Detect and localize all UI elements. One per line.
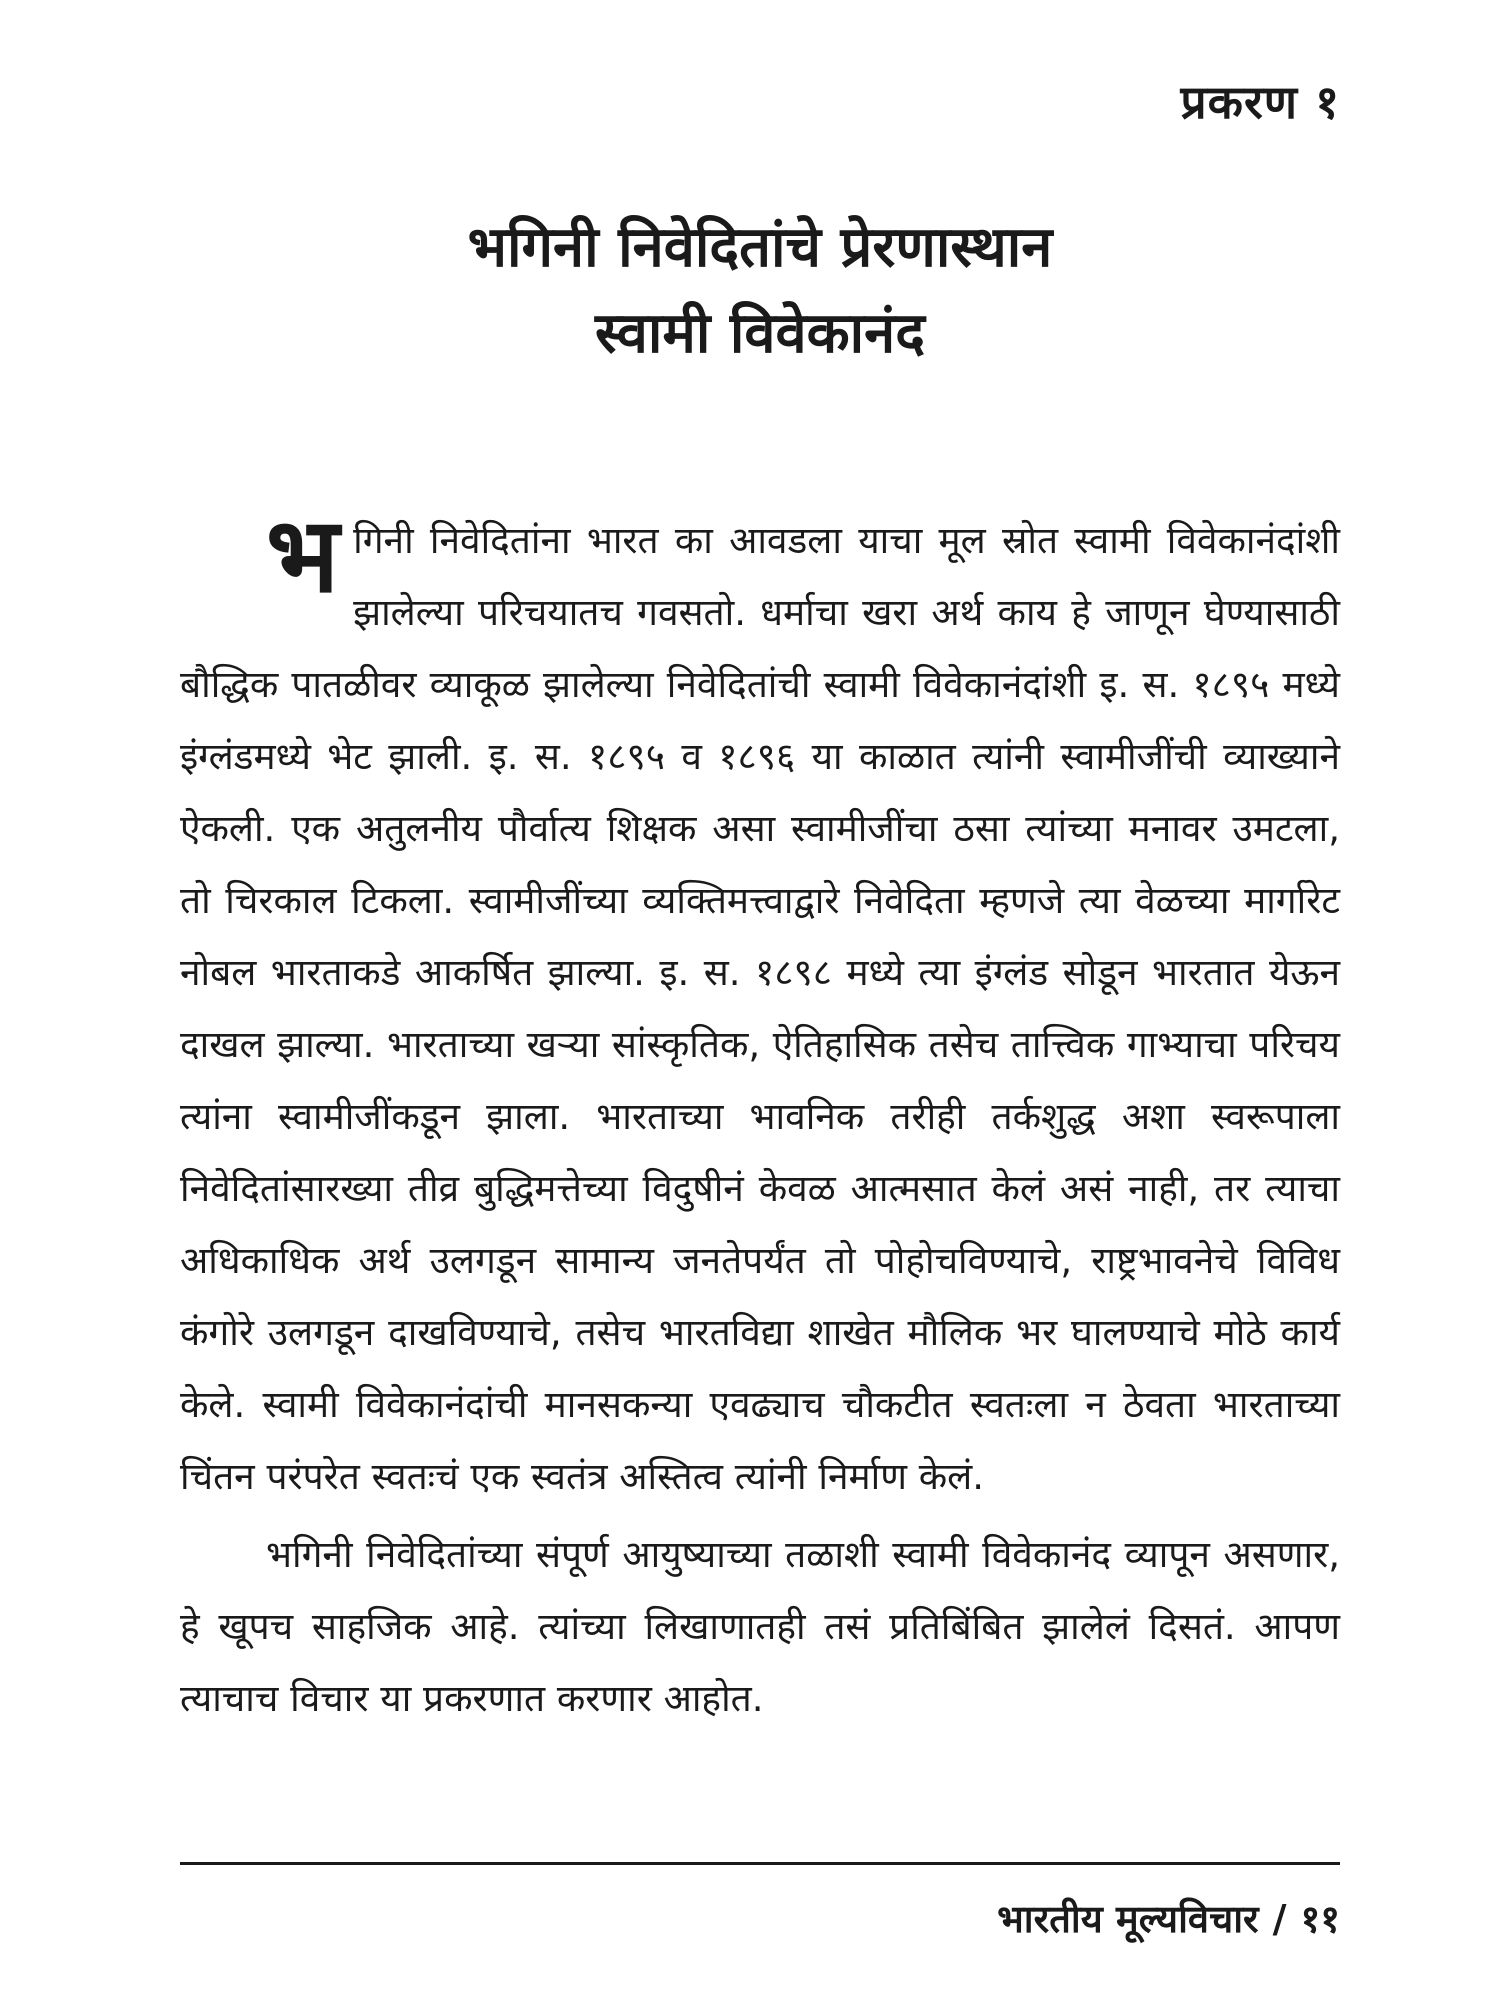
page-footer: [997, 1892, 1340, 1944]
drop-cap: भ: [266, 494, 340, 616]
chapter-title: [180, 205, 1340, 377]
footer-separator: /: [1272, 1897, 1287, 1941]
paragraph-1: [180, 494, 1340, 1513]
chapter-title-line-2: स्वामी विवेकानंद: [594, 301, 926, 366]
footer-divider: [180, 1862, 1340, 1865]
body-text: [180, 494, 1340, 1735]
footer-book-title: भारतीय मूल्यविचार: [997, 1897, 1259, 1941]
paragraph-1-text: गिनी निवेदितांना भारत का आवडला याचा मूल स्रोत स्वामी विवेकानंदांशी झालेल्या परिचयातच गवसतो. धर्माचा खरा अर्थ काय हे जाणून घेण्यासाठी बौद्धिक पातळीवर व्याकूळ झालेल्या निवेदितांची स्वामी विवेकानंदांशी इ. स. १८९५ मध्ये इंग्लंडमध्ये भेट झाली. इ. स. १८९५ व १८९६ या काळात त्यांनी स्वामीजींची व्याख्याने ऐकली. एक अतुलनीय पौर्वात्य शिक्षक असा स्वामीजींचा ठसा त्यांच्या मनावर उमटला, तो चिरकाल टिकला. स्वामीजींच्या व्यक्तिमत्त्वाद्वारे निवेदिता म्हणजे त्या वेळच्या मार्गारेट नोबल भारताकडे आकर्षित झाल्या. इ. स. १८९८ मध्ये त्या इंग्लंड सोडून भारतात येऊन दाखल झाल्या. भारताच्या खऱ्या सांस्कृतिक, ऐतिहासिक तसेच तात्त्विक गाभ्याचा परिचय त्यांना स्वामीजींकडून झाला. भारताच्या भावनिक तरीही तर्कशुद्ध अशा स्वरूपाला निवेदितांसारख्या तीव्र बुद्धिमत्तेच्या विदुषीनं केवळ आत्मसात केलं असं नाही, तर त्याचा अधिकाधिक अर्थ उलगडून सामान्य जनतेपर्यंत तो पोहोचविण्याचे, राष्ट्रभावनेचे विविध कंगोरे उलगडून दाखविण्याचे, तसेच भारतविद्या शाखेत मौलिक भर घालण्याचे मोठे कार्य केले. स्वामी विवेकानंदांची मानसकन्या एवढ्याच चौकटीत स्वतःला न ठेवता भारताच्या चिंतन परंपरेत स्वतःचं एक स्वतंत्र अस्तित्व त्यांनी निर्माण केलं.: [180, 519, 1340, 1498]
page-number: ११: [1300, 1897, 1340, 1941]
chapter-title-line-1: भगिनी निवेदितांचे प्रेरणास्थान: [467, 215, 1053, 280]
chapter-label: प्रकरण १: [1180, 75, 1340, 129]
paragraph-2: भगिनी निवेदितांच्या संपूर्ण आयुष्याच्या तळाशी स्वामी विवेकानंद व्यापून असणार, हे खूपच साहजिक आहे. त्यांच्या लिखाणातही तसं प्रतिबिंबित झालेलं दिसतं. आपण त्याचाच विचार या प्रकरणात करणार आहोत.: [180, 1533, 1340, 1720]
